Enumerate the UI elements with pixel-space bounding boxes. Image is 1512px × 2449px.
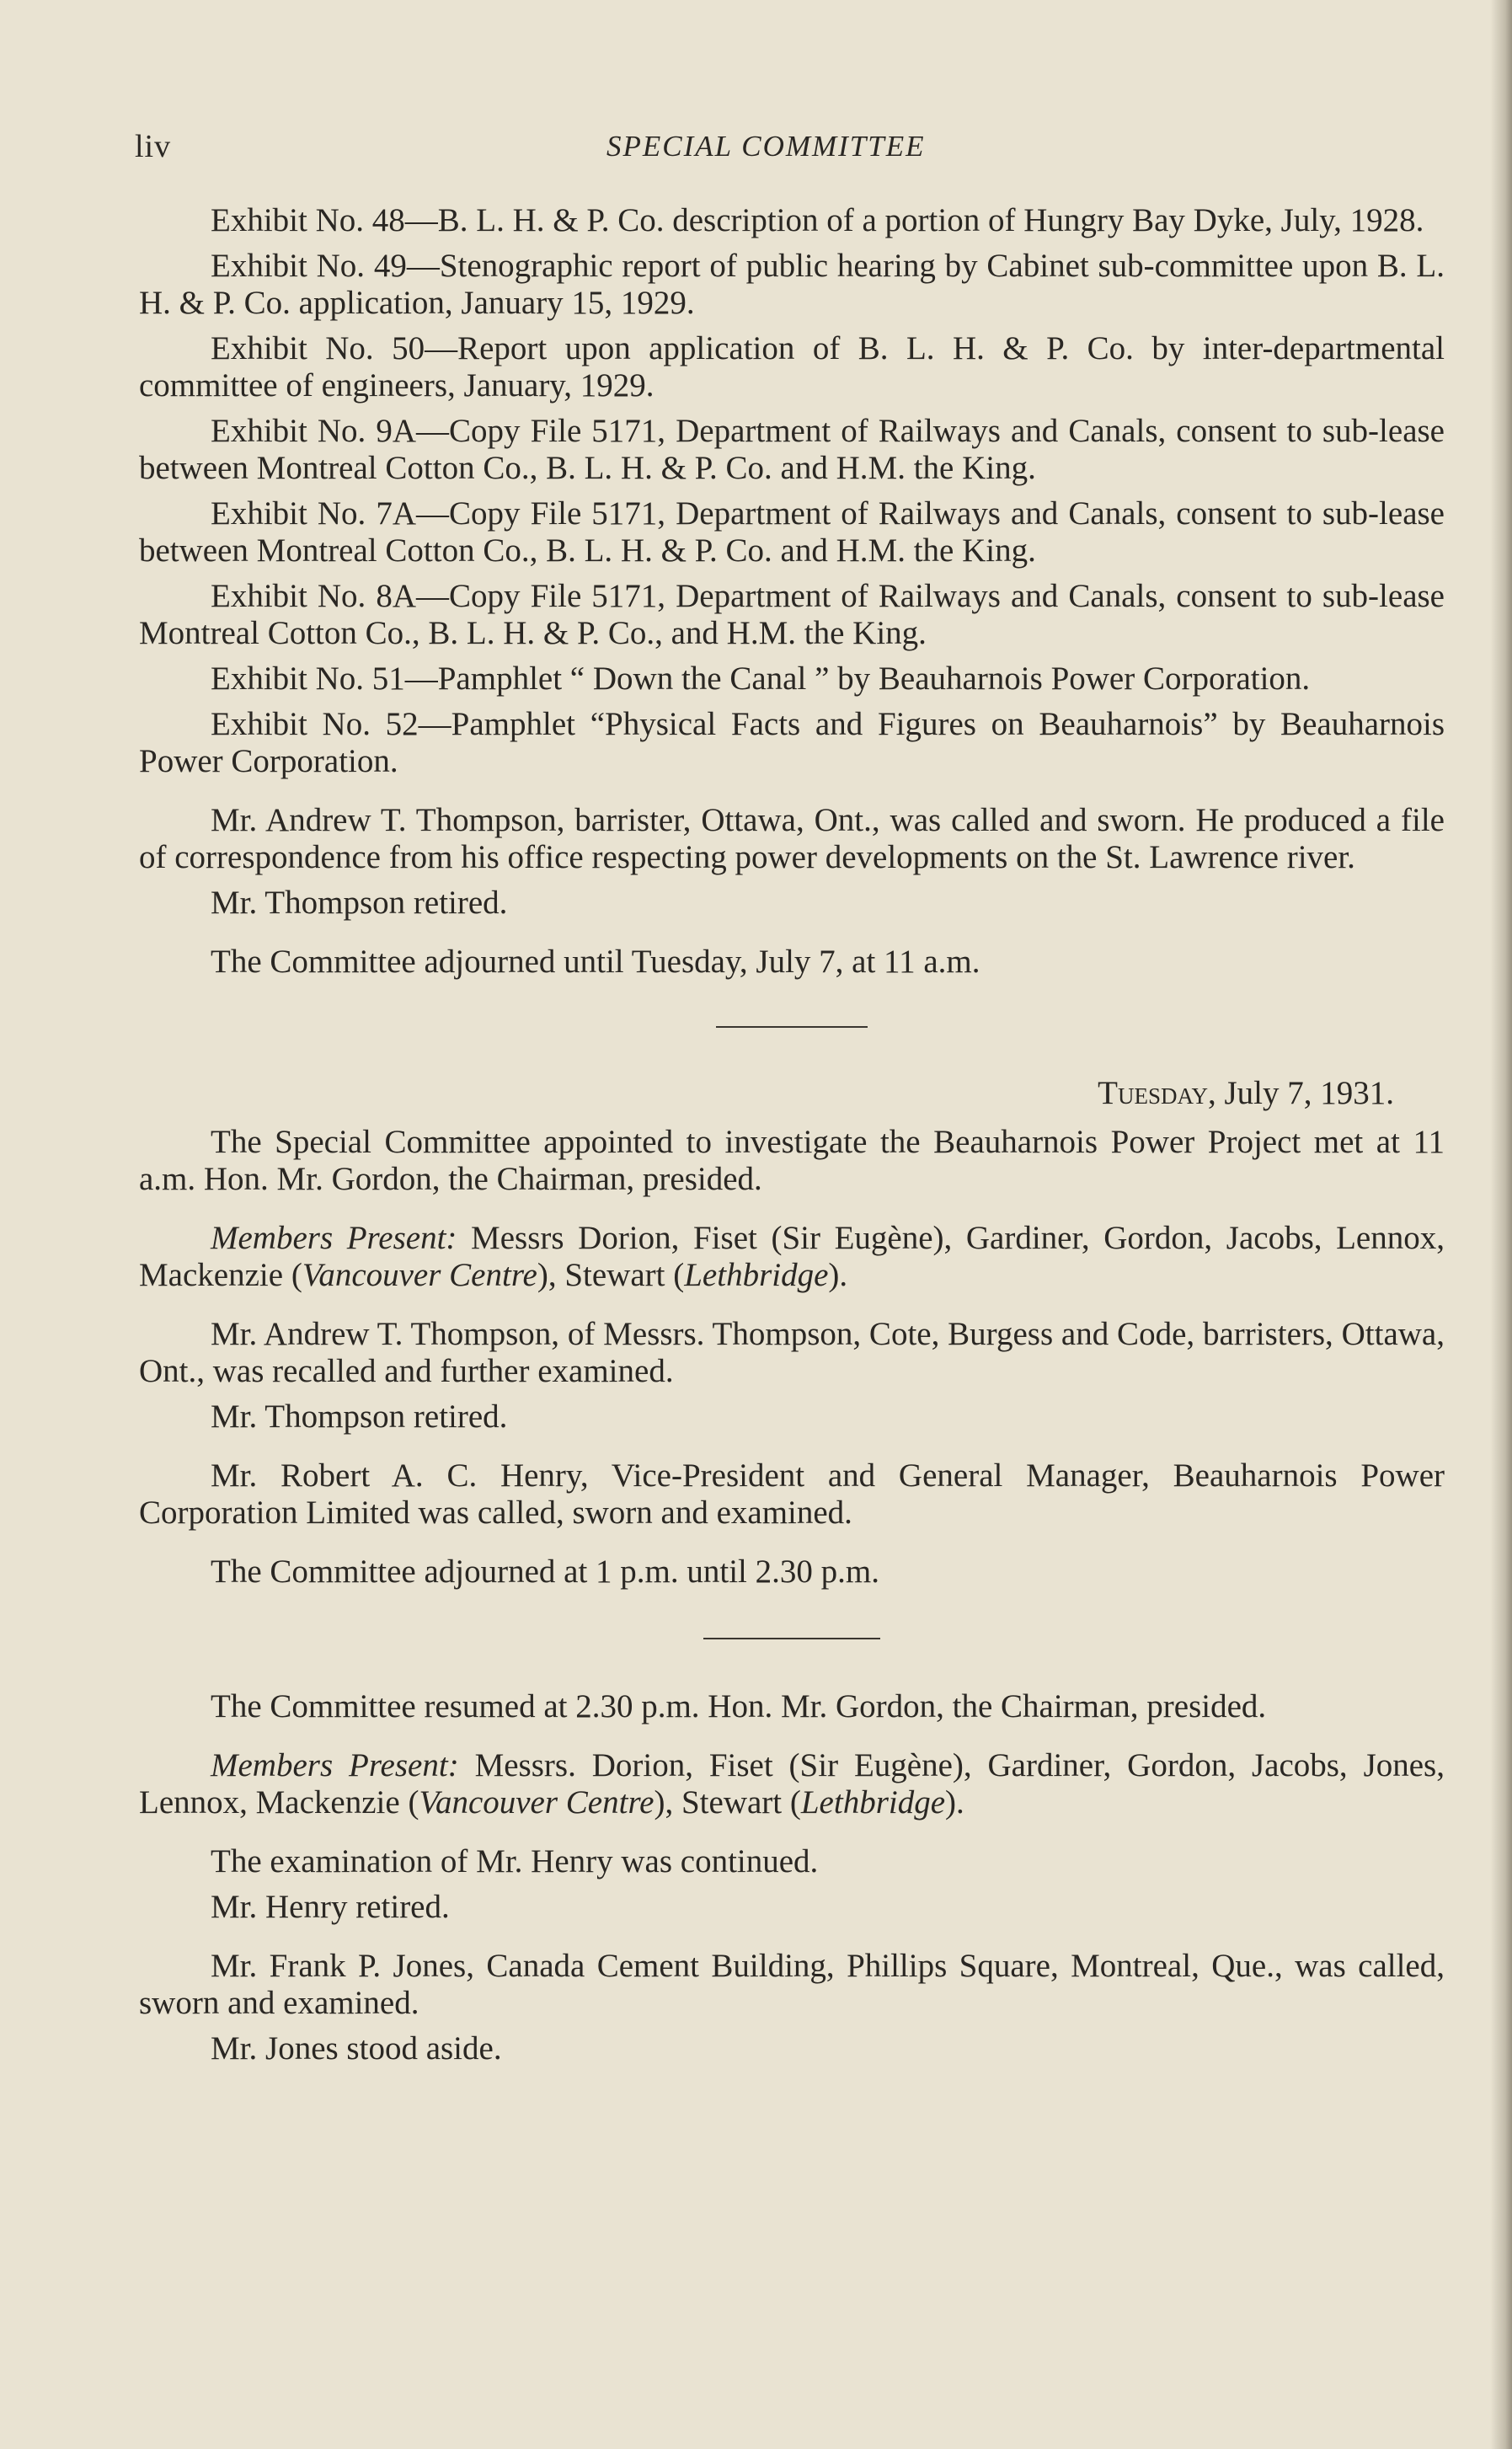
members-constituency: Vancouver Centre <box>302 1257 537 1293</box>
members-present-paragraph <box>139 1220 1445 1294</box>
members-constituency: Lethbridge <box>800 1784 946 1821</box>
exhibit-entry: Exhibit No. 9A—Copy File 5171, Department of Railways and Canals, consent to sub-lease between Montreal Cotton Co., B. L. H. & P. Co. and H.M. the King. <box>139 413 1445 486</box>
thompson-retired-paragraph: Mr. Thompson retired. <box>211 885 508 921</box>
henry-continued-paragraph: The examination of Mr. Henry was continued. <box>211 1843 819 1880</box>
members-constituency: Vancouver Centre <box>419 1784 654 1821</box>
members-list-text: Messrs. Dorion, Fiset (Sir Eugène), Gardiner, Gordon, Jacobs, Jones, Lennox, Mackenzie ( <box>139 1747 1445 1821</box>
members-list-text: ). <box>828 1257 848 1293</box>
exhibit-entry: Exhibit No. 7A—Copy File 5171, Department of Railways and Canals, consent to sub-lease between Montreal Cotton Co., B. L. H. & P. Co. and H.M. the King. <box>139 495 1445 569</box>
thompson-retired-paragraph: Mr. Thompson retired. <box>211 1398 508 1435</box>
members-list-text: Messrs Dorion, Fiset (Sir Eugène), Gardiner, Gordon, Jacobs, Lennox, Mackenzie ( <box>139 1220 1445 1293</box>
session-date-rest: , July 7, 1931. <box>1207 1075 1394 1111</box>
resumed-paragraph: The Committee resumed at 2.30 p.m. Hon. Mr. Gordon, the Chairman, presided. <box>211 1688 1267 1724</box>
exhibit-entry: Exhibit No. 49—Stenographic report of public hearing by Cabinet sub-committee upon B. L. H. & P. Co. application, January 15, 1929. <box>139 248 1445 321</box>
page-edge-shadow <box>1490 0 1512 2449</box>
section-divider <box>703 1638 880 1639</box>
page-header <box>135 128 1449 170</box>
members-present-paragraph <box>139 1747 1445 1821</box>
exhibit-entry: Exhibit No. 50—Report upon application of B. L. H. & P. Co. by inter-departmental committee of engineers, January, 1929. <box>139 330 1445 404</box>
exhibit-entry: Exhibit No. 52—Pamphlet “Physical Facts and Figures on Beauharnois” by Beauharnois Power Corporation. <box>139 706 1445 779</box>
adjourned-paragraph: The Committee adjourned at 1 p.m. until 2.30 p.m. <box>211 1553 879 1590</box>
exhibit-entry: Exhibit No. 48—B. L. H. & P. Co. description of a portion of Hungry Bay Dyke, July, 1928. <box>211 202 1424 238</box>
jones-called-paragraph: Mr. Frank P. Jones, Canada Cement Building, Phillips Square, Montreal, Que., was called, sworn and examined. <box>139 1948 1445 2021</box>
jones-aside-paragraph: Mr. Jones stood aside. <box>211 2030 502 2067</box>
henry-called-paragraph: Mr. Robert A. C. Henry, Vice-President and General Manager, Beauharnois Power Corporation Limited was called, sworn and examined. <box>139 1457 1445 1531</box>
exhibit-entry: Exhibit No. 8A—Copy File 5171, Department of Railways and Canals, consent to sub-lease Montreal Cotton Co., B. L. H. & P. Co., and H.M. the King. <box>139 578 1445 651</box>
session-day: Tuesday <box>1098 1075 1208 1111</box>
session-opening-paragraph: The Special Committee appointed to investigate the Beauharnois Power Project met at 11 a.m. Hon. Mr. Gordon, the Chairman, presided. <box>139 1124 1445 1197</box>
page-number: liv <box>135 129 172 164</box>
running-head: SPECIAL COMMITTEE <box>606 130 926 163</box>
thompson-recalled-paragraph: Mr. Andrew T. Thompson, of Messrs. Thompson, Cote, Burgess and Code, barristers, Ottawa, Ont., was recalled and further examined. <box>139 1316 1445 1389</box>
page-body <box>139 202 1445 2076</box>
henry-retired-paragraph: Mr. Henry retired. <box>211 1889 450 1925</box>
thompson-called-paragraph: Mr. Andrew T. Thompson, barrister, Ottawa, Ont., was called and sworn. He produced a file of correspondence from his office respecting power developments on the St. Lawrence river. <box>139 802 1445 875</box>
adjourned-paragraph: The Committee adjourned until Tuesday, July 7, at 11 a.m. <box>211 944 980 980</box>
members-list-text: ), Stewart ( <box>537 1257 685 1293</box>
members-present-label: Members Present: <box>211 1220 457 1256</box>
session-date <box>139 1075 1445 1112</box>
members-list-text: ), Stewart ( <box>654 1784 801 1821</box>
exhibit-list <box>139 202 1445 780</box>
members-constituency: Lethbridge <box>684 1257 829 1293</box>
members-present-label: Members Present: <box>211 1747 459 1783</box>
section-divider <box>716 1026 868 1028</box>
members-list-text: ). <box>945 1784 964 1821</box>
exhibit-entry: Exhibit No. 51—Pamphlet “ Down the Canal ” by Beauharnois Power Corporation. <box>211 660 1311 697</box>
